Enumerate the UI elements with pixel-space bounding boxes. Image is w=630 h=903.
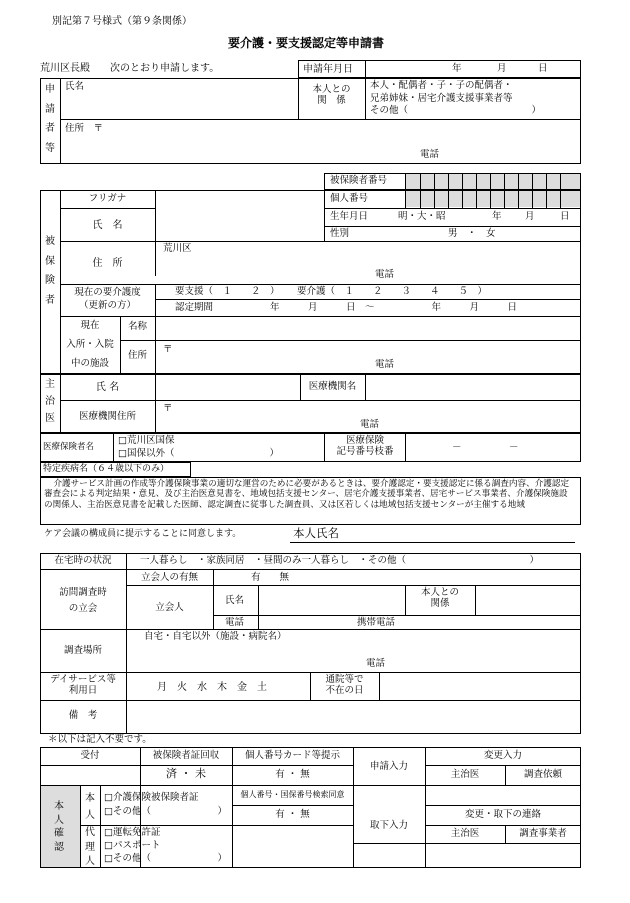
doctor-name-label: 氏 名 xyxy=(95,382,120,393)
addressee: 荒川区長殿 次のとおり申請します。 xyxy=(40,63,220,74)
insured-address-prefix: 荒川区 xyxy=(163,243,192,254)
survey-section xyxy=(40,553,581,734)
attendant-label: 立会人 xyxy=(155,602,184,613)
support-level-options: 要支援（ １ ２ ） xyxy=(175,286,280,297)
date-day-unit: 日 xyxy=(538,63,548,74)
mynumber-value: 有 ・ 無 xyxy=(275,769,310,780)
search-consent-value: 有 ・ 無 xyxy=(275,809,310,820)
birth-month-unit: 月 xyxy=(525,211,535,222)
signature-label: 本人氏名 xyxy=(293,526,339,540)
insured-name-label: 氏 名 xyxy=(92,220,123,231)
applicant-address-label: 住所 〒 xyxy=(65,123,104,134)
living-options: 一人暮らし ・家族同居 ・昼間のみ一人暮らし ・その他（ ） xyxy=(140,555,540,566)
change-doctor-label: 主治医 xyxy=(450,769,480,780)
birth-year-unit: 年 xyxy=(492,211,502,222)
sex-options: 男 ・ 女 xyxy=(448,228,496,239)
attendance-label: 訪問調査時 の立会 xyxy=(59,587,107,615)
form-title: 要介護・要支援認定等申請書 xyxy=(228,36,385,50)
relation-option-2: 兄弟姉妹・居宅介護支援事業者等 xyxy=(370,93,513,104)
care-level-options: 要介護（ １ ２ ３ ４ ５ ） xyxy=(297,286,488,297)
insurance-symbol-label: 医療保険 記号番号枝番 xyxy=(336,435,394,457)
facility-label-3: 中の施設 xyxy=(70,358,109,369)
place-phone-label: 電話 xyxy=(366,658,386,669)
form-number: 別記第７号様式（第９条関係） xyxy=(52,16,192,27)
proxy-label: 代理人 xyxy=(85,827,95,867)
disease-label: 特定疾病名（６４歳以下のみ） xyxy=(43,464,170,474)
applicant-relation-label: 本人との 関 係 xyxy=(312,84,351,106)
weekdays: 月 火 水 木 金 土 xyxy=(157,682,267,693)
insurer-option-arakawa: □荒川区国保 xyxy=(118,435,175,446)
withdraw-label: 取下入力 xyxy=(369,820,408,831)
applicant-name-label: 氏名 xyxy=(65,81,85,92)
presence-label: 立会人の有無 xyxy=(140,572,198,583)
facility-postal: 〒 xyxy=(163,344,173,355)
date-label: 申請年月日 xyxy=(303,64,353,75)
proxy-doc-2: □パスポート xyxy=(104,840,161,851)
facility-name-label: 名称 xyxy=(127,321,147,332)
care-level-label: 現在の要介護度 xyxy=(74,287,141,298)
office-note: ＊以下は記入不要です。 xyxy=(48,734,152,745)
institution-label: 医療機関名 xyxy=(308,381,357,392)
facility-phone-label: 電話 xyxy=(375,359,395,370)
furigana-label: フリガナ xyxy=(88,193,127,204)
presence-options: 有 無 xyxy=(251,572,290,583)
relation-option-1: 本人・配偶者・子・子の配偶者・ xyxy=(370,80,513,91)
period-label: 認定期間 xyxy=(175,302,214,313)
facility-label-1: 現在 xyxy=(80,320,100,331)
signature-line[interactable] xyxy=(290,542,575,543)
contact-doctor-label: 主治医 xyxy=(450,828,480,839)
facility-label-2: 入所・入院 xyxy=(66,339,114,350)
institution-address-label: 医療機関住所 xyxy=(78,411,136,422)
facility-address-label: 住所 xyxy=(127,350,147,361)
insurer-label: 医療保険者名 xyxy=(43,442,95,452)
consent-paragraph: 介護サービス計画の作成等介護保険事業の適切な運営のために必要があるときは、要介護認定・要支援認定に係る調査内容、介護認定審査会による判定結果・意見、及び主治医意見書を、地域包括支援センター、居宅介護支援事業者、居宅サービス事業者、介護保険施設の関係人、主治医意見書を記載した医師、認定調査に従事した調査員、又は区若しくは地域包括支援センターが主催する地域 xyxy=(44,479,570,510)
self-label: 本人 xyxy=(85,793,95,821)
living-label: 在宅時の状況 xyxy=(54,555,112,566)
insurance-symbol-dashes: － － xyxy=(452,442,519,453)
search-consent-label: 個人番号・国保番号検索同意 xyxy=(240,790,345,799)
application-input-label: 申請入力 xyxy=(369,761,408,772)
absence-label: 通院等で 不在の日 xyxy=(325,674,364,696)
insured-number-cells xyxy=(406,174,580,189)
personal-number-label: 個人番号 xyxy=(330,193,369,204)
applicant-phone-label: 電話 xyxy=(420,149,440,160)
care-level-note: （更新の方） xyxy=(78,300,136,311)
place-label: 調査場所 xyxy=(63,645,102,656)
date-year-unit: 年 xyxy=(452,63,462,74)
relation-option-3: その他（ ） xyxy=(370,105,542,116)
mynumber-label: 個人番号カード等提示 xyxy=(244,750,340,761)
attendant-phone-label: 電話 xyxy=(225,617,245,628)
survey-company-label: 調査事業者 xyxy=(519,828,567,839)
applicant-section-label: 申請者等 xyxy=(45,84,55,154)
birth-date-label: 生年月日 xyxy=(330,211,369,222)
period-range: 年 月 日 ～ 年 月 日 xyxy=(270,302,518,313)
insured-phone-label: 電話 xyxy=(375,269,395,280)
day-service-label: デイサービス等 利用日 xyxy=(50,674,116,696)
cert-collect-value: 済 ・ 未 xyxy=(166,767,206,780)
insured-section-label: 被保険者 xyxy=(45,236,55,306)
cert-collect-label: 被保険者証回収 xyxy=(152,750,220,761)
self-doc-2: □その他（ ） xyxy=(104,806,227,817)
doctor-section-label: 主治医 xyxy=(45,379,55,424)
remarks-label: 備 考 xyxy=(68,710,98,721)
proxy-doc-3: □その他（ ） xyxy=(104,853,227,864)
reception-label: 受付 xyxy=(80,750,100,761)
institution-postal: 〒 xyxy=(163,403,173,414)
proxy-doc-1: □運転免許証 xyxy=(104,827,161,838)
survey-request-label: 調査依頼 xyxy=(523,769,562,780)
place-options: 自宅・自宅以外（施設・病院名） xyxy=(144,631,287,642)
birth-era-options: 明・大・昭 xyxy=(398,211,446,222)
institution-phone-label: 電話 xyxy=(360,419,380,430)
identity-label: 本人確認 xyxy=(54,801,64,853)
self-doc-1: □介護保険被保険者証 xyxy=(104,792,199,803)
mobile-label: 携帯電話 xyxy=(357,617,396,628)
attendant-name-label: 氏名 xyxy=(225,595,245,606)
personal-number-cells xyxy=(406,191,580,207)
insured-number-label: 被保険者番号 xyxy=(330,175,388,186)
insurer-option-other: □国保以外（ ） xyxy=(118,448,279,459)
change-contact-label: 変更・取下の連絡 xyxy=(464,809,541,820)
birth-day-unit: 日 xyxy=(560,211,570,222)
attendant-relation-label: 本人との 関係 xyxy=(420,587,459,609)
insured-address-label: 住 所 xyxy=(92,258,123,269)
consent-statement: ケア会議の構成員に提示することに同意します。 xyxy=(44,529,242,539)
sex-label: 性別 xyxy=(330,228,350,239)
date-month-unit: 月 xyxy=(497,63,507,74)
change-input-label: 変更入力 xyxy=(483,750,522,761)
